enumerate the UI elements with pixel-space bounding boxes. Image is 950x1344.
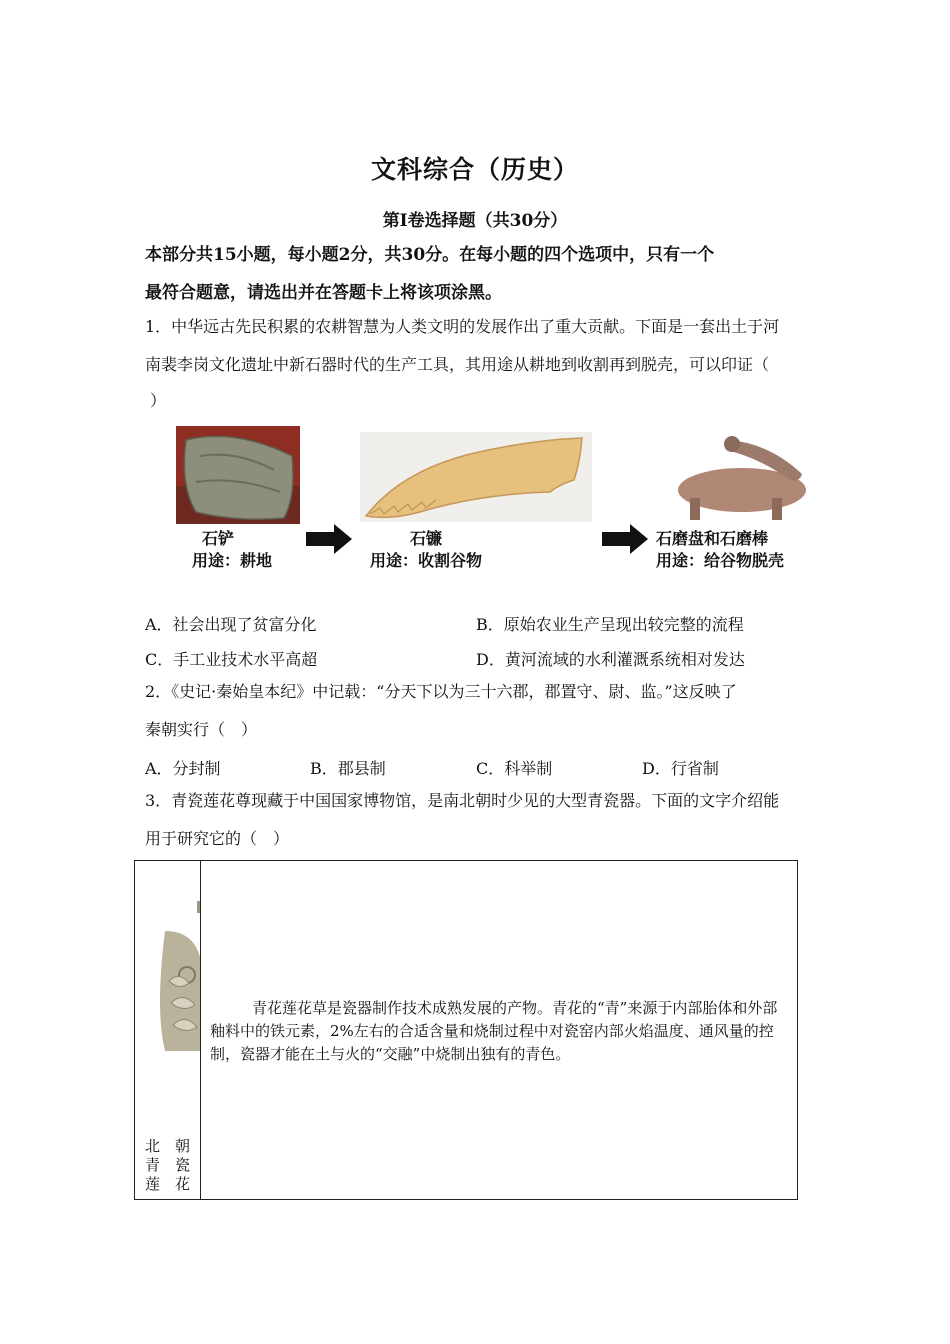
stone-shovel-image xyxy=(176,426,300,524)
instruction-line-2: 最符合题意，请选出并在答题卡上将该项涂黑。 xyxy=(145,283,502,303)
page-title: 文科综合（历史） xyxy=(370,155,579,184)
caption-char: 莲 xyxy=(145,1175,161,1193)
q2-stem-line-2: 秦朝实行（ ） xyxy=(145,720,258,739)
section-title: 第I卷选择题（共30分） xyxy=(382,211,568,231)
grinding-stone-image xyxy=(660,430,810,522)
table-divider xyxy=(200,861,201,1199)
q1-option-a[interactable]: A．社会出现了贫富分化 xyxy=(145,615,317,634)
arrow-right-icon xyxy=(306,524,352,554)
caption-char: 朝 xyxy=(175,1137,191,1155)
q2-option-d[interactable]: D．行省制 xyxy=(642,759,719,778)
q1-option-d[interactable]: D．黄河流域的水利灌溉系统相对发达 xyxy=(476,650,745,669)
q3-material-table xyxy=(134,860,798,1200)
celadon-lotus-vessel-image xyxy=(135,891,200,1051)
caption-char: 瓷 xyxy=(175,1156,191,1174)
q3-stem-line-1: 3．青瓷莲花尊现藏于中国国家博物馆，是南北朝时少见的大型青瓷器。下面的文字介绍能 xyxy=(145,791,780,810)
instruction-line-1: 本部分共15小题，每小题2分，共30分。在每小题的四个选项中，只有一个 xyxy=(145,245,715,265)
q1-option-c[interactable]: C．手工业技术水平高超 xyxy=(145,650,318,669)
q3-stem-line-2: 用于研究它的（ ） xyxy=(145,829,290,848)
q3-passage: 青花莲花草是瓷器制作技术成熟发展的产物。青花的“青”来源于内部胎体和外部釉料中的铁元素，2%左右的合适含量和烧制过程中对瓷窑内部火焰温度、通风量的控制，瓷器才能在土与火的“交融”中烧制出独有的青色。 xyxy=(210,999,778,1063)
tool-use-grinder: 用途：给谷物脱壳 xyxy=(656,551,785,570)
q3-image-cell xyxy=(135,861,200,1199)
q1-figure xyxy=(170,424,820,584)
tool-use-sickle: 用途：收割谷物 xyxy=(370,551,483,570)
caption-char: 青 xyxy=(145,1156,161,1174)
arrow-right-icon xyxy=(602,524,648,554)
q2-option-a[interactable]: A．分封制 xyxy=(145,759,221,778)
stone-sickle-image xyxy=(360,432,592,522)
q1-stem-line-3: ） xyxy=(150,391,167,410)
tool-name-sickle: 石镰 xyxy=(410,529,443,548)
q1-option-b[interactable]: B．原始农业生产呈现出较完整的流程 xyxy=(476,615,744,634)
tool-use-shovel: 用途：耕地 xyxy=(192,551,273,570)
q1-stem-line-1: 1．中华远古先民积累的农耕智慧为人类文明的发展作出了重大贡献。下面是一套出土于河 xyxy=(145,317,780,336)
tool-name-grinder: 石磨盘和石磨棒 xyxy=(656,529,769,548)
tool-name-shovel: 石铲 xyxy=(202,529,235,548)
q2-option-b[interactable]: B．郡县制 xyxy=(310,759,386,778)
caption-char: 北 xyxy=(145,1137,161,1155)
q2-stem-line-1: 2．《史记·秦始皇本纪》中记载：“分天下以为三十六郡，郡置守、尉、监。”这反映了 xyxy=(145,682,737,701)
q1-stem-line-2: 南裴李岗文化遗址中新石器时代的生产工具，其用途从耕地到收割再到脱壳，可以印证（ xyxy=(145,355,770,374)
caption-char: 花 xyxy=(175,1175,191,1193)
q2-option-c[interactable]: C．科举制 xyxy=(476,759,553,778)
